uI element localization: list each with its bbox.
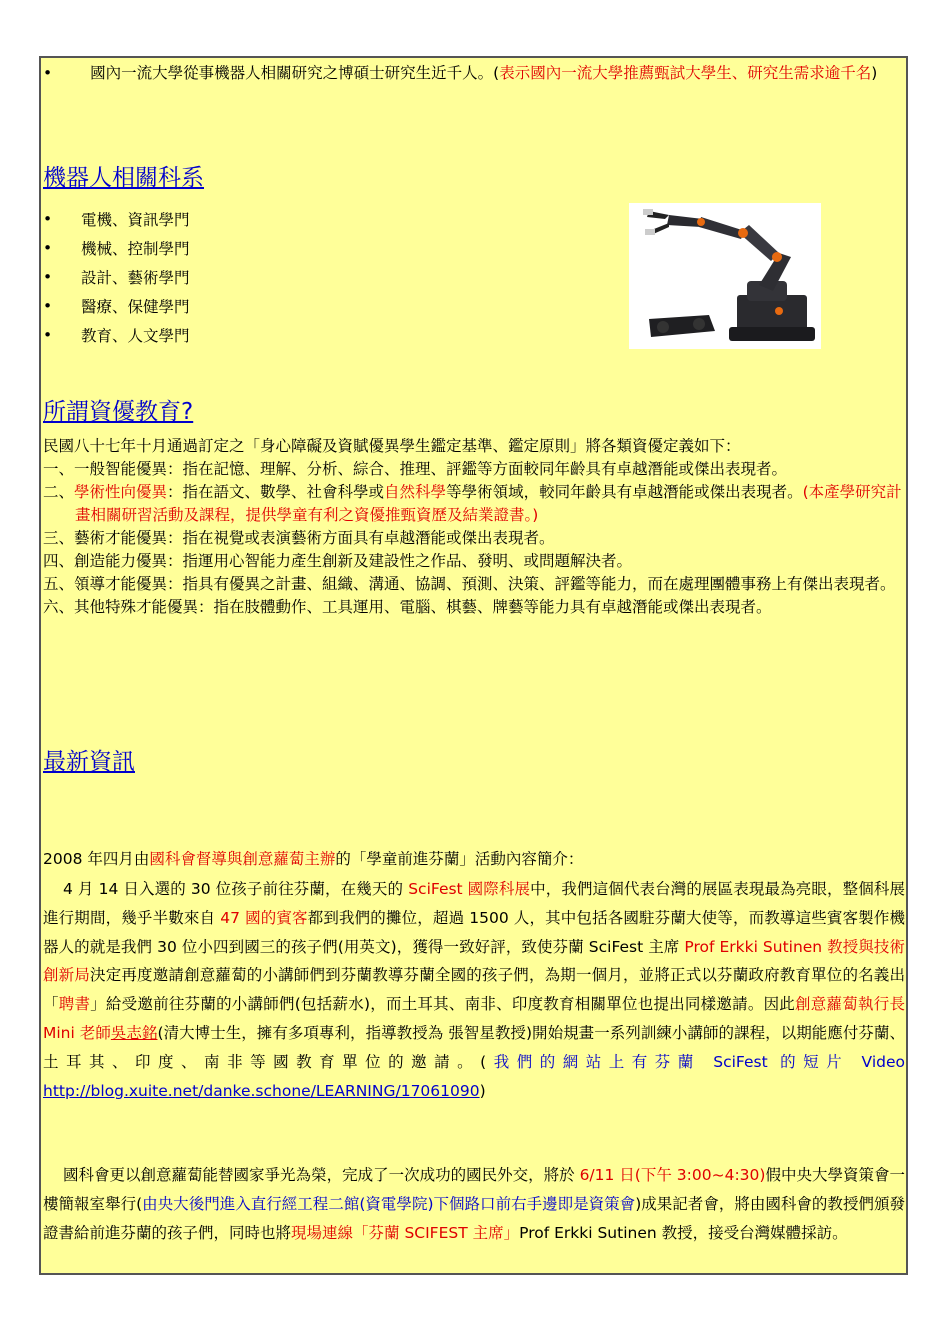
list-item: • 教育、人文學門 <box>43 325 190 345</box>
list-item: • 機械、控制學門 <box>43 238 190 258</box>
intro-paragraph: • 國內一流大學從事機器人相關研究之博碩士研究生近千人。(表示國內一流大學推薦甄試大學生、研究生需求逾千名) <box>43 64 878 82</box>
gifted-lead: 民國八十七年十月通過訂定之「身心障礙及資賦優異學生鑑定基準、鑑定原則」將各類資優定義如下： <box>43 437 741 455</box>
list-item: • 電機、資訊學門 <box>43 209 190 229</box>
gifted-item-6: 六、其他特殊才能優異：指在肢體動作、工具運用、電腦、棋藝、牌藝等能力具有卓越潛能或傑出表現者。 <box>43 598 772 616</box>
gifted-item-4: 四、創造能力優異：指運用心智能力產生創新及建設性之作品、發明、或問題解決者。 <box>43 552 633 570</box>
list-item: • 設計、藝術學門 <box>43 267 190 287</box>
list-item: • 醫療、保健學門 <box>43 296 190 316</box>
gifted-item-1: 一、一般智能優異：指在記憶、理解、分析、綜合、推理、評鑑等方面較同年齡具有卓越潛能或傑出表現者。 <box>43 460 788 478</box>
robot-depts-list <box>43 204 190 349</box>
news-paragraph-1: 4 月 14 日入選的 30 位孩子前往芬蘭，在幾天的 SciFest 國際科展中，我們這個代表台灣的展區表現最為亮眼，整個科展進行期間，幾乎半數來自 47 國的賓客都到我們的攤位，超過 1500 人，其中包括各國駐芬蘭大使等，而教導這些賓客製作機器人的就是我們 30 位小四到國三的孩子們(用英文)，獲得一致好評，致使芬蘭 SciFest 主席 Prof Erkki Sutinen 教授與技術創新局決定再度邀請創意蘿蔔的小講師們到芬蘭教導芬蘭全國的孩子們，為期一個月，並將正式以芬蘭政府教育單位的名義出「聘書」給受邀前往芬蘭的小講師們(包括薪水)，而土耳其、南非、印度教育相關單位也提出同樣邀請。因此創意蘿蔔執行長 Mini 老師吳志銘(清大博士生，擁有多項專利，指導教授為 張智星教授)開始規畫一系列訓練小講師的課程，以期能應付芬蘭、土耳其、印度、南非等國教育單位的邀請。(我們的網站上有芬蘭 SciFest 的短片 Video http://blog.xuite.net/danke.schone/LEARNING/17061090) <box>43 880 905 1100</box>
robot-arm-image <box>629 203 821 349</box>
gifted-item-5: 五、領導才能優異：指具有優異之計畫、組織、溝通、協調、預測、決策、評鑑等能力，而在處理團體事務上有傑出表現者。 <box>43 575 896 593</box>
news-intro: 2008 年四月由國科會督導與創意蘿蔔主辦的「學童前進芬蘭」活動內容簡介： <box>43 850 584 868</box>
gifted-definitions <box>43 435 905 619</box>
intro-highlight: 表示國內一流大學推薦甄試大學生、研究生需求逾千名 <box>499 64 872 82</box>
gifted-item-3: 三、藝術才能優異：指在視覺或表演藝術方面具有卓越潛能或傑出表現者。 <box>43 529 555 547</box>
news-heading[interactable]: 最新資訊 <box>43 749 135 775</box>
bullet: • <box>43 64 53 82</box>
video-link[interactable]: http://blog.xuite.net/danke.schone/LEARNING/17061090 <box>43 1081 480 1100</box>
page-frame <box>39 56 908 1275</box>
gifted-item-2: 二、學術性向優異：指在語文、數學、社會科學或自然科學等學術領域，較同年齡具有卓越潛能或傑出表現者。(本產學研究計畫相關研習活動及課程，提供學童有利之資優推甄資歷及結業證書。) <box>43 483 902 524</box>
gifted-heading[interactable]: 所謂資優教育? <box>43 399 194 425</box>
news-paragraph-2: 國科會更以創意蘿蔔能替國家爭光為榮，完成了一次成功的國民外交，將於 6/11 日(下午 3:00~4:30)假中央大學資策會一樓簡報室舉行(由央大後門進入直行經工程二館(資電學院)下個路口前右手邊即是資策會)成果記者會，將由國科會的教授們頒發證書給前進芬蘭的孩子們，同時也將現場連線「芬蘭 SCIFEST 主席」Prof Erkki Sutinen 教授，接受台灣媒體採訪。 <box>43 1166 905 1242</box>
robot-depts-heading[interactable]: 機器人相關科系 <box>43 165 204 191</box>
